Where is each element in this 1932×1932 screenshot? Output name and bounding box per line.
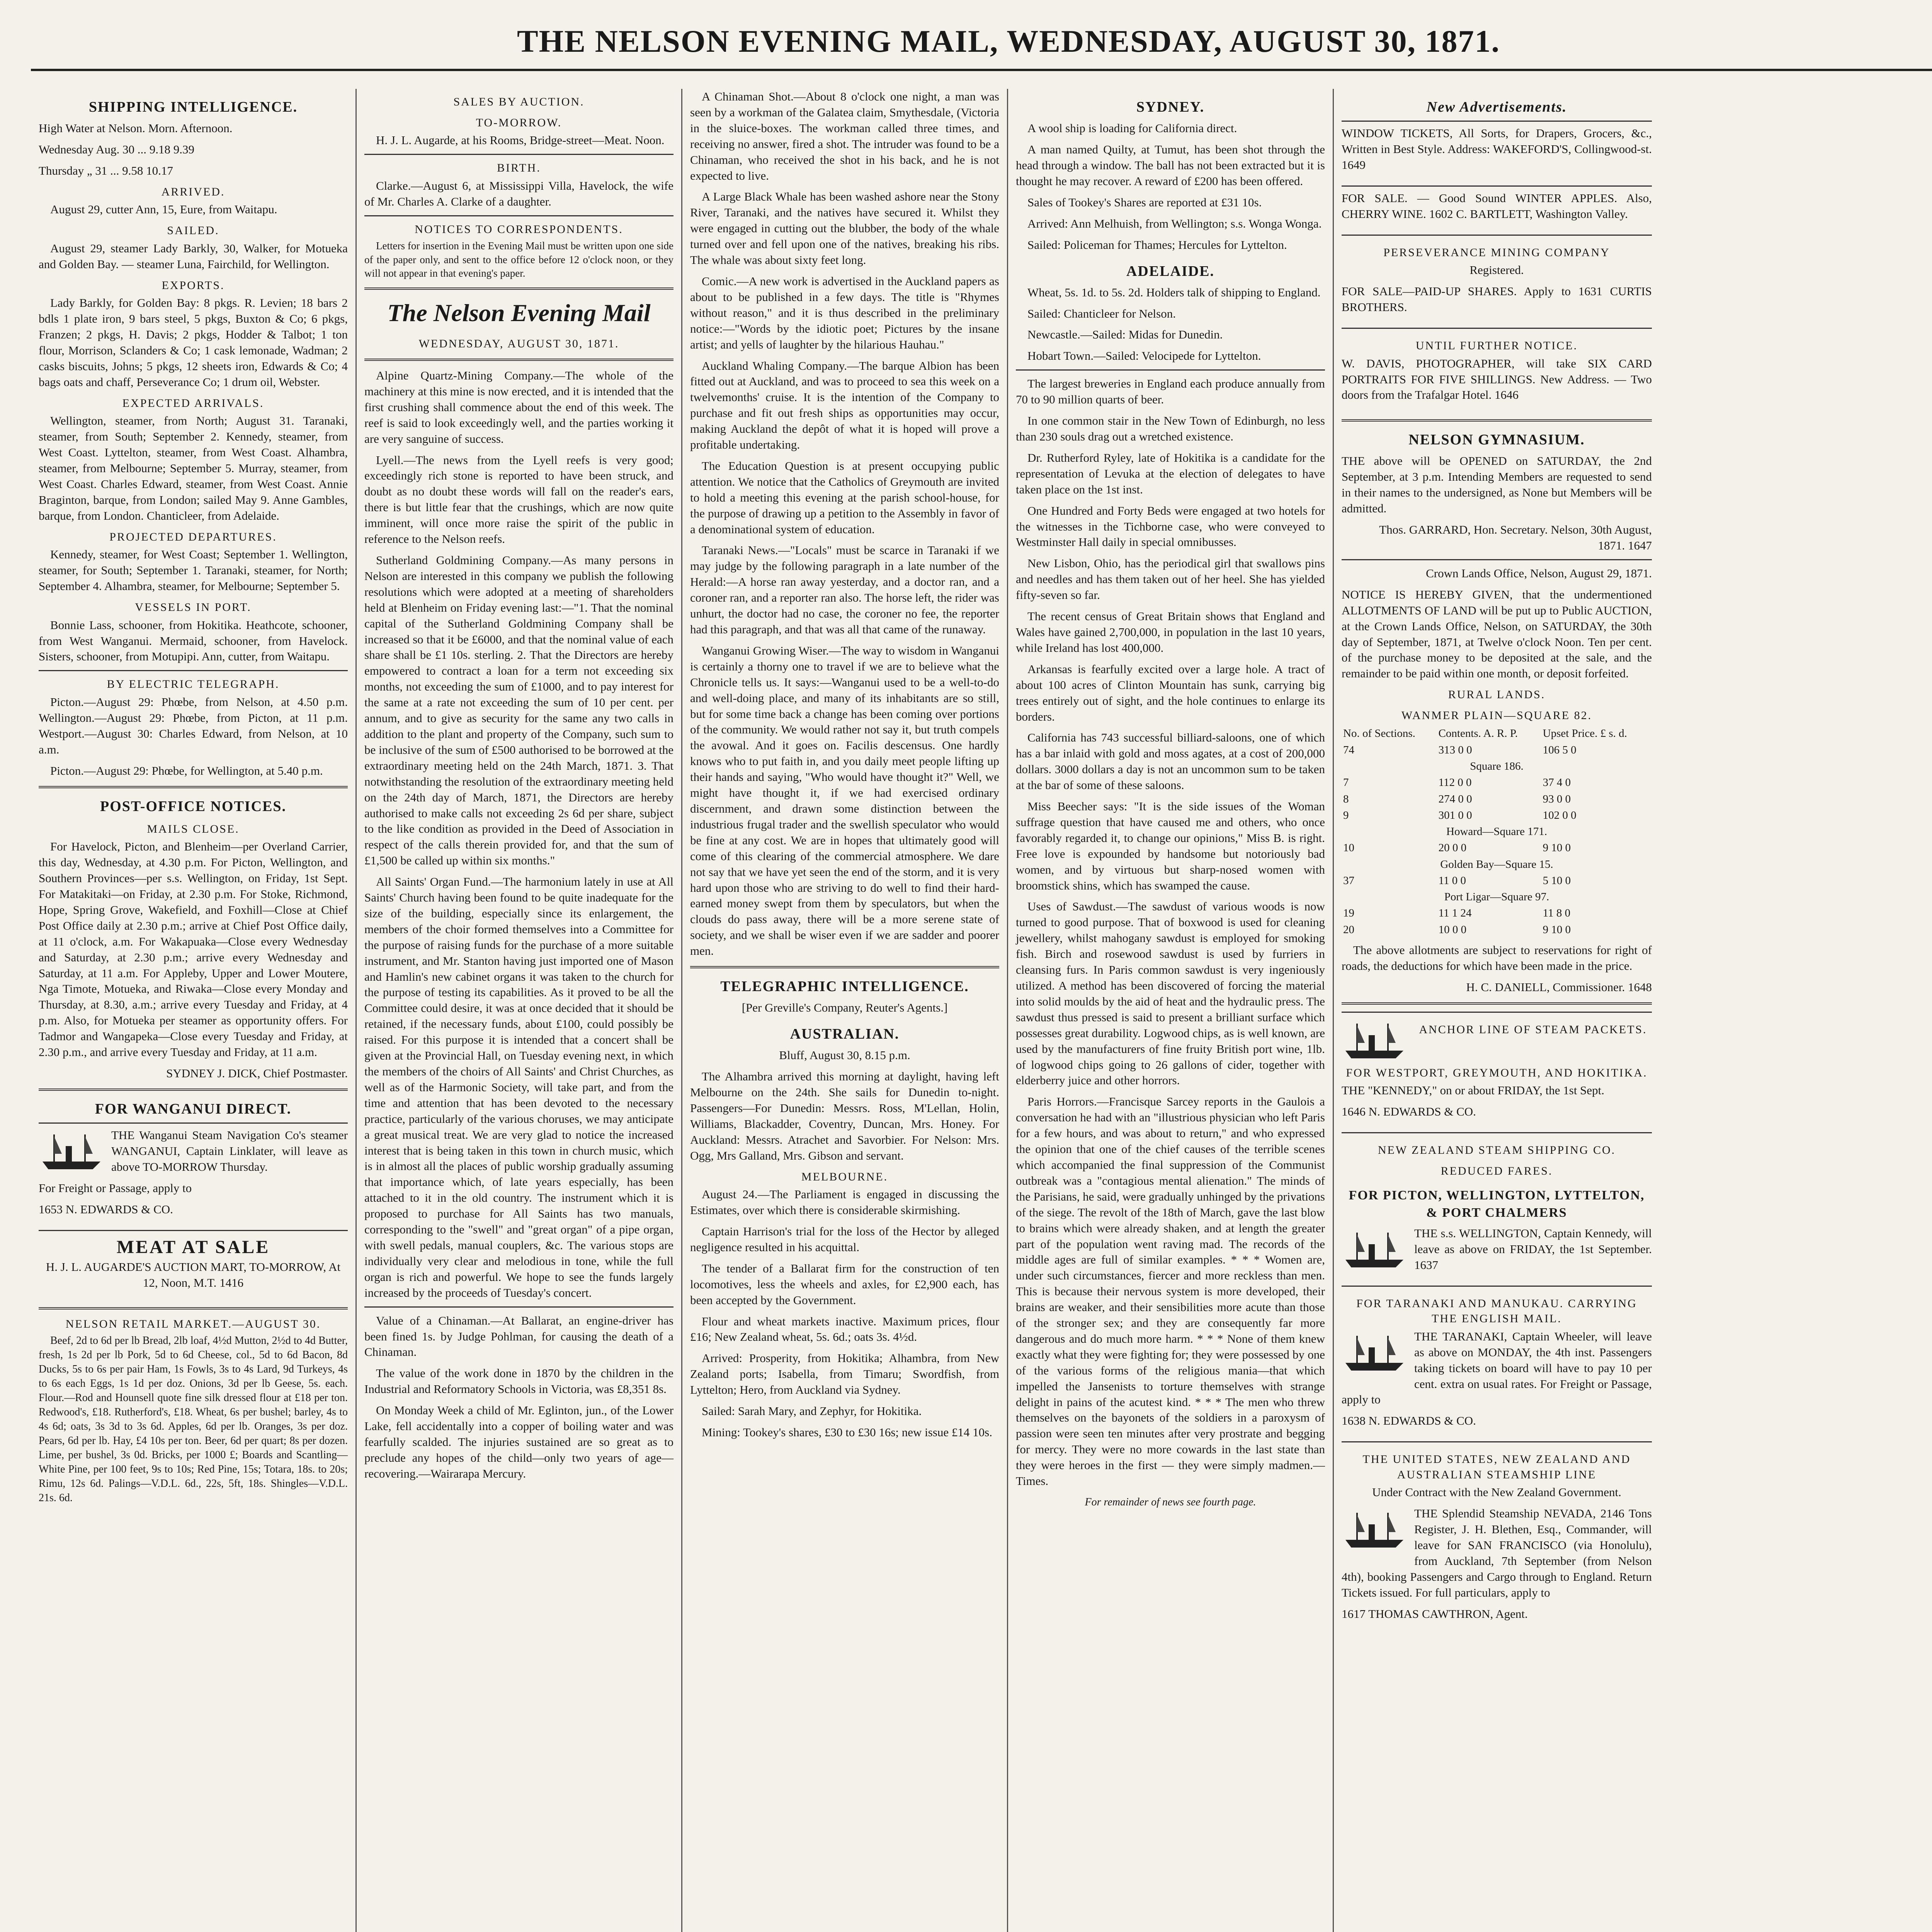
table-row (1342, 774, 1652, 791)
vessels-text: Bonnie Lass, schooner, from Hokitika. Heathcote, schooner, from West Wanganui. Mermaid, schooner, from Havelock. Sisters, schooner, from Motupipi. Ann, cutter, from Waitapu. (39, 618, 348, 663)
wanganui-freight: For Freight or Passage, apply to (39, 1181, 192, 1195)
continued-note: For remainder of news see fourth page. (1085, 1496, 1256, 1508)
article-whale: A Large Black Whale has been washed ashore near the Stony River, Taranaki, and the natives have secured it. Whilst they were engaged in cutting out the blubber, the body of the whale turned over and fell upon one of the natives, breaking his ribs. The whale was about sixty feet long. (690, 190, 999, 267)
item-tichborne: One Hundred and Forty Beds were engaged at two hotels for the witnesses in the Tichborne case, who were conveyed to Westminster Hall daily in special omnibusses. (1016, 503, 1325, 549)
column-5 (1334, 89, 1660, 1932)
newspaper-page (31, 23, 1932, 1932)
crown-lands-notice: NOTICE IS HEREBY GIVEN, that the undermentioned ALLOTMENTS OF LAND will be put up to Public AUCTION, at the Crown Lands Office, Nelson, on SATURDAY, the 30th day of September, 1871, at Twelve o'clock Noon. Ten per cent. of the purchase money to be deposited at the sale, and the remainder to be paid within one month, or deposit forfeited. (1342, 587, 1652, 680)
table-cell: 20 0 0 (1438, 842, 1467, 854)
post-office-heading: POST-OFFICE NOTICES. (100, 798, 287, 815)
meat-sale-ad (39, 1230, 348, 1300)
table-cell: 93 0 0 (1543, 793, 1571, 805)
high-water-wed: Wednesday Aug. 30 ... 9.18 9.39 (39, 143, 195, 156)
anchor-line-heading: ANCHOR LINE OF STEAM PACKETS. (1419, 1023, 1647, 1036)
divider (39, 1307, 348, 1310)
table-cell: 10 0 0 (1438, 923, 1467, 936)
article-schools: The value of the work done in 1870 by the children in the Industrial and Reformatory Schools in Victoria, was £8,351 8s. (364, 1366, 673, 1396)
expected-text: Wellington, steamer, from North; August 31. Taranaki, steamer, from South; September 2. Kennedy, steamer, from West Coast. Lyttelton, steamer, from West Coast. Alhambra, steamer, from Melbourne; September 5. Murray, steamer, from West Coast. Charles Edward, steamer, from West Coast. Annie Braginton, barque, from London; sailed May 9. Anne Gambles, barque, from London. Chanticleer, from Adelaide. (39, 414, 348, 522)
columns (31, 89, 1932, 1932)
tel-flour: Flour and wheat markets inactive. Maximum prices, flour £16; New Zealand wheat, 5s. 6d.; oats 3s. 4½d. (690, 1314, 999, 1344)
table-row (1342, 758, 1652, 774)
article-organ-fund: All Saints' Organ Fund.—The harmonium lately in use at All Saints' Church having been found to be quite inadequate for the size of the building, especially since its enlargement, the members of the choir formed themselves into a Committee for the purpose of raising funds for the purchase of a more suitable instrument, and Mr. Stanton having just imported one of Mason and Hamlin's new cabinet organs it was taken to the church for the purpose of testing its capabilities. As it proved to be all the Committee could desire, it was at once decided that it should be retained, if the necessary funds, about £100, could possibly be raised. For this purpose it is intended that a concert shall be given at the Provincial Hall, on Tuesday evening next, in which the members of the choirs of All Saints' and Christ Churches, as well as of the Harmonic Society, will take part, and from the time and attention that has been devoted to the necessary practice, particularly of the various choruses, we may anticipate a great musical treat. We are very glad to notice the increased interest that is being taken in this town in church music, which is in almost all the places of public worship gradually assuming that importance which, of late years especially, has been attached to it in the old country. The instrument which it is proposed to purchase for All Saints has two manuals, corresponding to the "swell" and "great organ" of a pipe organ, with swell pedals, manual couplers, &c. The various stops are individually very clear and melodious in tone, while the full organ is rich and powerful. We hope to see the funds largely increased by the proceeds of Tuesday's concert. (364, 875, 673, 1299)
table-cell: 8 (1343, 793, 1349, 805)
hobart: Hobart Town.—Sailed: Velocipede for Lyttelton. (1027, 349, 1261, 363)
table-cell: 7 (1343, 776, 1349, 789)
item-sawdust: Uses of Sawdust.—The sawdust of various woods is now turned to good purpose. That of boxwood is used for cleaning jewellery, whilst mahogany sawdust is employed for smoking fish. Birch and rosewood sawdust is used by furriers in cleansing furs. In Paris common sawdust is very ingeniously utilized. A method has been discovered of forcing the material into solid moulds by the aid of heat and the hydraulic press. The sawdust thus pressed is said to present a brilliant surface which possesses great durability. Logwood chips, as is well known, are used by the manufacturers of fine fruity British port wine, 1lb. of logwood chips going to 26 gallons of cider, together with elderberry juice and other horrors. (1016, 900, 1325, 1087)
ad-taranaki (1342, 1286, 1652, 1439)
item-beecher: Miss Beecher says: "It is the side issues of the Woman suffrage question that have caused me and others, who once favorably regarded it, to change our opinions," Miss B. is right. Free love is expounded by handsome but notoriously bad women, and by virtuous but sharp-nosed women with broomstick shins, which has swamped the cause. (1016, 799, 1325, 892)
table-cell: 19 (1343, 907, 1354, 920)
article-comic: Comic.—A new work is advertised in the Auckland papers as about to be published in a few days. The title is "Rhymes without reason," and it is thus described in the preliminary notice:—"Words by the idiotic poet; Pictures by the insane artist; and yells of laughter by the hilarious Hauhau." (690, 274, 999, 351)
nevada-text: THE Splendid Steamship NEVADA, 2146 Tons Register, J. H. Blethen, Esq., Commander, will leave for SAN FRANCISCO (via Honolulu), from Auckland, 7th September (from Nelson 4th), booking Passengers and Cargo through to England. Return Tickets issued. For full particulars, apply to (1342, 1507, 1652, 1599)
steamship-icon (1342, 1229, 1407, 1271)
table-row (1342, 823, 1652, 840)
table-cell: 11 1 24 (1438, 907, 1472, 920)
paper-date: WEDNESDAY, AUGUST 30, 1871. (418, 337, 619, 350)
divider (1342, 1002, 1652, 1005)
ad-apples (1342, 185, 1652, 231)
kennedy-text: THE "KENNEDY," on or about FRIDAY, the 1st Sept. (1342, 1083, 1605, 1097)
table-cell: 37 4 0 (1543, 776, 1571, 789)
nevada-agent: 1617 THOMAS CAWTHRON, Agent. (1342, 1607, 1528, 1621)
rural-signature: H. C. DANIELL, Commissioner. 1648 (1466, 980, 1652, 994)
divider (39, 786, 348, 788)
table-row (1342, 922, 1652, 938)
ad-perseverance (1342, 235, 1652, 325)
ad-anchor-line (1342, 1012, 1652, 1129)
table-cell: 301 0 0 (1438, 809, 1472, 821)
tel-mining: Mining: Tookey's shares, £30 to £30 16s; new issue £14 10s. (702, 1425, 992, 1439)
table-header-cell: No. of Sections. (1343, 727, 1415, 740)
steamship-icon (1342, 1020, 1407, 1062)
divider (364, 154, 673, 155)
sailed-heading: SAILED. (167, 224, 219, 237)
table-cell: Golden Bay—Square 15. (1440, 858, 1553, 871)
expected-heading: EXPECTED ARRIVALS. (122, 396, 264, 410)
divider (1016, 369, 1325, 371)
table-cell: 37 (1343, 874, 1354, 887)
article-taranaki: Taranaki News.—"Locals" must be scarce in Taranaki if we may judge by the following paragraph in a late number of the Herald:—A horse ran away yesterday, and a doctor ran, and a coroner ran, and a reporter ran also. The horse left, the rider was unhurt, the doctor had no case, the coroner no fee, the reporter had this paragraph, and that was all that came of the runaway. (690, 543, 999, 636)
perseverance-text: FOR SALE—PAID-UP SHARES. Apply to 1631 CURTIS BROTHERS. (1342, 284, 1652, 314)
table-row (1342, 872, 1652, 889)
sydney-3: Sales of Tookey's Shares are reported at £31 10s. (1027, 195, 1262, 209)
item-new-lisbon: New Lisbon, Ohio, has the periodical girl that swallows pins and needles and has them taken out of her heel. She has yielded fifty-seven so far. (1016, 556, 1325, 602)
table-cell: 9 (1343, 809, 1349, 821)
divider (690, 966, 999, 968)
table-row (1342, 840, 1652, 856)
column-1 (31, 89, 357, 1932)
table-cell: 20 (1343, 923, 1354, 936)
tel-parliament: August 24.—The Parliament is engaged in discussing the Estimates, over which there is considerable skirmishing. (690, 1187, 999, 1217)
article-chinaman-shot: A Chinaman Shot.—About 8 o'clock one night, a man was seen by a workman of the Galatea claim, Smythesdale, (Victoria in the sluice-boxes. The workman called three times, and receiving no answer, fired a shot. The intruder was found to be a Chinaman, who received the shot in his back, and he is not expected to live. (690, 90, 999, 182)
bluff-dateline: Bluff, August 30, 8.15 p.m. (779, 1048, 910, 1062)
telegraphic-heading: TELEGRAPHIC INTELLIGENCE. (720, 978, 969, 995)
table-cell: 274 0 0 (1438, 793, 1472, 805)
item-arkansas: Arkansas is fearfully excited over a large hole. A tract of about 100 acres of Clinton Mountain has sunk, carrying big trees entirely out of sight, and the hole continues to enlarge its borders. (1016, 662, 1325, 723)
table-cell: 74 (1343, 743, 1354, 756)
taranaki-text: THE TARANAKI, Captain Wheeler, will leave as above on MONDAY, the 4th inst. Passengers taking tickets on board will have to pay 10 per cent. extra on usual rates. For Freight or Passage, apply to (1342, 1329, 1652, 1406)
taranaki-heading: FOR TARANAKI AND MANUKAU. CARRYING THE ENGLISH MAIL. (1356, 1297, 1637, 1325)
article-scalded: On Monday Week a child of Mr. Eglinton, jun., of the Lower Lake, fell accidentally into a copper of boiling water and was fearfully scalded. The injuries sustained are so great as to preclude any hopes of the child—only two years of age—recovering.—Wairarapa Mercury. (364, 1403, 673, 1480)
wanganui-text: THE Wanganui Steam Navigation Co's steamer WANGANUI, Captain Linklater, will leave as above TO-MORROW Thursday. (111, 1128, 348, 1173)
divider (364, 1306, 673, 1308)
table-header-cell: Contents. A. R. P. (1438, 727, 1518, 740)
table-cell: 9 10 0 (1543, 923, 1571, 936)
tel-tender: The tender of a Ballarat firm for the construction of ten locomotives, less the wheels and axles, for £2,900 each, has been accepted by the Government. (690, 1261, 999, 1307)
birth-heading: BIRTH. (497, 162, 541, 175)
tel-alhambra: The Alhambra arrived this morning at daylight, having left Melbourne on the 24th. She sails for Dunedin to-night. Passengers—For Dunedin: Messrs. Ross, M'Lellan, Holin, Williams, Blackadder, Coventry, Duncan, Mrs. Honey. For Auckland: Messrs. Atrachet and Savorbier. For Nelson: Mrs. Ogg, Mrs Galland, Mrs. Gibson and servant. (690, 1070, 999, 1162)
rural-heading: RURAL LANDS. (1448, 688, 1546, 701)
table-cell: 11 8 0 (1543, 907, 1571, 920)
exports-text: Lady Barkly, for Golden Bay: 8 pkgs. R. Levien; 18 bars 2 bdls 1 plate iron, 9 bars steel, 5 pkgs, Buxton & Co; 6 pkgs, Franzen; 2 pkgs, H. Davis; 2 pkgs, Hodder & Talbot; 1 ton flour, Morrison, Sclanders & Co; 1 cask lemonade, Wadman; 2 casks biscuits, Johns; 5 pkgs, 12 sheets iron, Edwards & Co; 4 bags oats and chaff, Perseverance Co; 1 drum oil, Webster. (39, 296, 348, 389)
wanganui-ad (39, 1122, 348, 1227)
table-cell: 112 0 0 (1438, 776, 1472, 789)
tel-harrison: Captain Harrison's trial for the loss of the Hector by alleged negligence resulted in his acquittal. (690, 1225, 999, 1254)
melbourne-heading: MELBOURNE. (801, 1170, 888, 1183)
davis-heading: UNTIL FURTHER NOTICE. (1415, 339, 1578, 352)
adelaide-2: Sailed: Chanticleer for Nelson. (1027, 306, 1176, 320)
shipping-heading: SHIPPING INTELLIGENCE. (88, 99, 298, 115)
telegraph-sailed: Picton.—August 29: Phœbe, for Wellington, at 5.40 p.m. (50, 764, 323, 777)
steamship-icon (1342, 1332, 1407, 1374)
adelaide-heading: ADELAIDE. (1126, 263, 1215, 279)
gymnasium-text: THE above will be OPENED on SATURDAY, the 2nd September, at 3 p.m. Intending Members are requested to send in their names to the undersigned, as None but Members will be admitted. (1342, 454, 1652, 515)
us-line-heading: THE UNITED STATES, NEW ZEALAND AND AUSTRALIAN STEAMSHIP LINE (1362, 1453, 1631, 1481)
gymnasium-signature: Thos. GARRARD, Hon. Secretary. Nelson, 30th August, 1871. 1647 (1379, 523, 1652, 552)
table-cell: 11 0 0 (1438, 874, 1466, 887)
item-census: The recent census of Great Britain shows that England and Wales have gained 2,700,000, in population in the last 10 years, while Ireland has lost 400,000. (1016, 609, 1325, 655)
table-row (1342, 889, 1652, 905)
notices-heading: NOTICES TO CORRESPONDENTS. (415, 223, 623, 236)
article-wanganui: Wanganui Growing Wiser.—The way to wisdom in Wanganui is certainly a thorny one to travel if we are to believe what the Chronicle tells us. It says:—Wanganui used to be a well-to-do and well-doing place, and many of its inhabitants are so still, but for some time back a change has been coming over portions of the community. We would rather not say it, but truth compels the avowal. And it goes on. Facilis descensus. One hardly knows who to put faith in, and you daily meet people lifting up their hands and saying, "Who would have thought it?" Well, we might have thought it, if we had exercised ordinary discernment, and drawn some distinction between the industrious frugal trader and the swellish speculator who would be fine at any cost. We are in hopes that ultimately good will come of this clearing of the commercial atmosphere. We dare not say that we have yet seen the end of the storm, and it is very hard upon those who are striving to do well to find their hard-earned money swept from them by speculators, but when the clouds do pass away, there will be a more serene state of society, and we shall be wiser even if we are sadder and poorer men. (690, 643, 999, 958)
table-cell: 313 0 0 (1438, 743, 1472, 756)
new-ads-heading: New Advertisements. (1426, 99, 1567, 115)
sydney-2: A man named Quilty, at Tumut, has been shot through the head through a window. The ball has not been extracted but it is thought he may recover. A reward of £200 has been offered. (1016, 143, 1325, 188)
sydney-4: Arrived: Ann Melhuish, from Wellington; s.s. Wonga Wonga. (1027, 216, 1322, 230)
perseverance-sub: Registered. (1469, 263, 1524, 277)
ad-davis (1342, 328, 1652, 412)
telegraphic-subheading: [Per Greville's Company, Reuter's Agents.] (742, 1001, 948, 1015)
mails-heading: MAILS CLOSE. (147, 822, 240, 835)
table-row (1342, 807, 1652, 823)
arrived-text: August 29, cutter Ann, 15, Eure, from Waitapu. (50, 202, 277, 216)
divider (364, 359, 673, 361)
auction-subheading: TO-MORROW. (476, 116, 562, 129)
divider (364, 215, 673, 216)
exports-heading: EXPORTS. (162, 279, 225, 292)
us-line-sub: Under Contract with the New Zealand Government. (1372, 1485, 1621, 1499)
article-alpine: Alpine Quartz-Mining Company.—The whole of the machinery at this mine is now erected, and it is intended that the first crushing shall commence about the end of this week. The reef is said to look exceedingly well, and the parties working it are very sanguine of success. (364, 369, 673, 446)
gymnasium-heading: NELSON GYMNASIUM. (1408, 432, 1585, 448)
ad-nevada (1342, 1441, 1652, 1631)
table-cell: 5 10 0 (1543, 874, 1571, 887)
table-cell: 9 10 0 (1543, 842, 1571, 854)
divider (39, 1088, 348, 1091)
table-cell: Port Ligar—Square 97. (1444, 891, 1549, 903)
table-header-cell: Upset Price. £ s. d. (1543, 727, 1627, 740)
high-water-thu: Thursday „ 31 ... 9.58 10.17 (39, 163, 173, 177)
newcastle: Newcastle.—Sailed: Midas for Dunedin. (1027, 328, 1223, 342)
ad-apples-text: FOR SALE. — Good Sound WINTER APPLES. Also, CHERRY WINE. 1602 C. BARTLETT, Washington Valley. (1342, 191, 1652, 221)
postmaster-signature: SYDNEY J. DICK, Chief Postmaster. (166, 1066, 348, 1080)
taranaki-agent: 1638 N. EDWARDS & CO. (1342, 1414, 1476, 1428)
perseverance-heading: PERSEVERANCE MINING COMPANY (1383, 246, 1610, 259)
sydney-heading: SYDNEY. (1136, 99, 1205, 115)
masthead: THE NELSON EVENING MAIL, WEDNESDAY, AUGUST 30, 1871. (31, 23, 1932, 71)
article-whaling: Auckland Whaling Company.—The barque Albion has been fitted out at Auckland, and was to proceed to sea this week on a twelvemonths' cruise. It is the intention of the Company to purchase and fit out fresh ships as opportunities may occur, making Auckland the depôt of what it is hoped will prove a profitable undertaking. (690, 359, 999, 452)
rural-subheading: WANMER PLAIN—SQUARE 82. (1401, 709, 1592, 722)
item-paris-horrors: Paris Horrors.—Francisque Sarcey reports in the Gaulois a conversation he had with an "illustrious physician who left Paris for a few hours, and was about to return," and who expressed the opinion that one of the chief causes of the terrible scenes which accompanied the final suppression of the Communist outbreak was a "contagious mental alienation." The minds of the Parisians, he said, were gradually unhinged by the privations of the siege. The revolt of the 18th of March, gave the last blow to brains which were already shaken, and at length the greater part of the population went raving mad. The records of the middle ages are full of similar examples. * * * Women are, under such circumstances, fiercer and more reckless than men. This is because their nervous system is more developed, their brains are weaker, and their sensibilities more acute than those of the stronger sex; and they are consequently far more dangerous and do much more harm. * * * None of them knew exactly what they were fighting for; they were possessed by one of the various forms of the religious mania—that which impelled the Jansenists to torture themselves with strange delight in pains of the acutest kind. * * * The men who threw themselves on the bayonets of the soldiers in a paroxysm of passion were seen ten minutes after very prostrate and begging for mercy. They were no more cowards in the last state than they were heroes in the first — they were simply madmen.—Times. (1016, 1095, 1325, 1488)
table-cell: 106 5 0 (1543, 743, 1577, 756)
meat-sale-heading: MEAT AT SALE (116, 1236, 270, 1257)
paper-logo: The Nelson Evening Mail (387, 299, 651, 327)
adelaide-1: Wheat, 5s. 1d. to 5s. 2d. Holders talk of shipping to England. (1027, 285, 1321, 299)
steamship-icon (39, 1131, 104, 1173)
article-chinaman-value: Value of a Chinaman.—At Ballarat, an engine-driver has been fined 1s. by Judge Pohlman, for causing the death of a Chinaman. (364, 1313, 673, 1359)
table-cell: 102 0 0 (1543, 809, 1577, 821)
market-heading: NELSON RETAIL MARKET.—AUGUST 30. (65, 1317, 321, 1330)
column-3 (682, 89, 1008, 1932)
sydney-1: A wool ship is loading for California direct. (1027, 121, 1237, 135)
divider (1342, 559, 1652, 560)
sydney-5: Sailed: Policeman for Thames; Hercules for Lyttelton. (1027, 238, 1287, 252)
sailed-text: August 29, steamer Lady Barkly, 30, Walker, for Motueka and Golden Bay. — steamer Luna, Fairchild, for Wellington. (39, 241, 348, 271)
divider (39, 670, 348, 671)
article-sutherland: Sutherland Goldmining Company.—As many persons in Nelson are interested in this company we publish the following resolutions which were adopted at a meeting of shareholders held at Blenheim on Friday evening last:—"1. That the nominal capital of the Sutherland Goldmining Company shall be increased so that it be £6000, and that the nominal value of each share shall be £1 10s. sterling. 2. That the Directors are hereby empowered to contract a loan for a term not exceeding six months, not exceeding the sum of £1000, and to pay interest for the same at a rate not exceeding the sum of 10 per cent. per annum, and to give as security for the same any two calls in addition to the plant and property of the Company, such sum to be inclusive of the sum of £500 authorised to be borrowed at the extraordinary meeting held on the 24th March, 1871. 3. That notwithstanding the resolution of the extraordinary meeting held on the 24th day of March, 1871, the Directors are hereby authorised to make calls not exceeding 2s 6d per share, subject to the like condition as provided in the Deed of Association in respect of the calls therein provided for, and that the sum of £1,500 be called up within six months." (364, 553, 673, 867)
davis-text: W. DAVIS, PHOTOGRAPHER, will take SIX CARD PORTRAITS FOR FIVE SHILLINGS. New Address. — Two doors from the Trafalgar Hotel. 1646 (1342, 356, 1652, 402)
table-cell: 10 (1343, 842, 1354, 854)
item-california: California has 743 successful billiard-saloons, one of which has a bar inlaid with gold and moss agates, at a cost of 200,000 dollars. 3000 dollars a day is not an uncommon sum to be taken at the bar of some of these saloons. (1016, 731, 1325, 792)
table-cell: Square 186. (1470, 760, 1524, 772)
meat-sale-text: H. J. L. AUGARDE'S AUCTION MART, TO-MORROW, At 12, Noon, M.T. 1416 (46, 1260, 341, 1289)
birth-text: Clarke.—August 6, at Mississippi Villa, Havelock, the wife of Mr. Charles A. Clarke of a daughter. (364, 179, 673, 208)
high-water: High Water at Nelson. Morn. Afternoon. (39, 121, 233, 135)
market-text: Beef, 2d to 6d per lb Bread, 2lb loaf, 4½d Mutton, 2½d to 4d Butter, fresh, 1s 2d per lb Pork, 5d to 6d Cheese, col., 5d to 6d Bacon, 8d Ducks, 5s to 6s per pair Ham, 1s Fowls, 3s to 4s Lard, 9d Turkeys, 4s to 6s each Eggs, 1s 1d per doz. Onions, 3d per lb Geese, 5s. each. Flour.—Rod and Hounsell quote fine silk dressed flour at £18 per ton. Redwood's, £18. Rutherford's, £18. Wheat, 6s per bushel; barley, 4s to 4s 6d; oats, 3s 3d to 3s 6d. Apples, 6d per lb. Oranges, 3s per doz. Pears, 6d per lb. Hay, £4 10s per ton. Beer, 6d per quart; 8s per dozen. Lime, per bushel, 3s 0d. Bricks, per 1000 £; Boards and Scantling—White Pine, per 100 feet, 9s to 10s; Red Pine, 15s; Totara, 18s. to 20s; Rimu, 12s 6d. Palings—V.D.L. 6d., 22s, 5ft, 18s. Shingles—V.D.L. 21s. 6d. (39, 1335, 348, 1504)
wellington-text: THE s.s. WELLINGTON, Captain Kennedy, will leave as above on FRIDAY, the 1st September. 1637 (1414, 1226, 1652, 1272)
ad-nzssc (1342, 1132, 1652, 1282)
article-education: The Education Question is at present occupying public attention. We notice that the Catholics of Greymouth are invited to hold a meeting this evening at the parish school-house, for the purpose of drawing up a petition to the Assembly in favor of a denominational system of education. (690, 459, 999, 536)
ad-window-tickets-text: WINDOW TICKETS, All Sorts, for Drapers, Grocers, &c., Written in Best Style. Address: WAKEFORD'S, Collingwood-st. 1649 (1342, 126, 1652, 172)
auction-heading: SALES BY AUCTION. (453, 95, 585, 108)
column-2 (357, 89, 682, 1932)
item-edinburgh: In one common stair in the New Town of Edinburgh, no less than 230 souls drag out a wretched existence. (1016, 414, 1325, 443)
nzssc-heading: NEW ZEALAND STEAM SHIPPING CO. (1378, 1144, 1616, 1157)
mails-text: For Havelock, Picton, and Blenheim—per Overland Carrier, this day, Wednesday, at 4.30 p.m. For Picton, Wellington, and Southern Provinces—per s.s. Wellington, on Friday, 1st Sept. For Matakitaki—on Friday, at 2.30 p.m. For Stoke, Richmond, Hope, Spring Grove, Wakefield, and Foxhill—Close at Chief Post Office daily at 2.30 p.m.; arrive at Chief Post Office daily, at 11 o'clock, a.m. For Wakapuaka—Close every Wednesday and Saturday, at 2.30 p.m.; arrive every Wednesday and Saturday, at 11 a.m. For Appleby, Upper and Lower Moutere, Nga Timote, Motueka, and Riwaka—Close every Monday and Thursday, at 8.30, a.m.; arrive every Tuesday and Friday, at 4 p.m. Also, for Motueka per steamer as opportunity offers. For Tadmor and Wangapeka—Close every Tuesday and Friday, at 2.30 p.m., and arrive every Tuesday and Friday, at 11 a.m. (39, 840, 348, 1059)
table-row (1342, 742, 1652, 758)
picton-heading: FOR PICTON, WELLINGTON, LYTTELTON, & PORT CHALMERS (1349, 1188, 1645, 1220)
crown-lands-dateline: Crown Lands Office, Nelson, August 29, 1871. (1426, 566, 1652, 580)
telegraph-heading: BY ELECTRIC TELEGRAPH. (107, 678, 280, 691)
article-lyell: Lyell.—The news from the Lyell reefs is very good; exceedingly rich stone is reported to have been struck, and doubt as no doubt these words will fall on the reader's ears, there is but little fear that the crushings, which are now quite imminent, will once more raise the spirit of the public in reference to the Nelson reefs. (364, 453, 673, 546)
arrived-heading: ARRIVED. (161, 185, 225, 198)
steamship-icon (1342, 1509, 1407, 1551)
tel-arrived: Arrived: Prosperity, from Hokitika; Alhambra, from New Zealand ports; Isabella, from Timaru; Swordfish, from Lyttelton; Hero, from Auckland via Sydney. (690, 1351, 999, 1397)
reduced-fares: REDUCED FARES. (1440, 1164, 1553, 1177)
divider (364, 287, 673, 290)
table-row (1342, 905, 1652, 921)
vessels-heading: VESSELS IN PORT. (135, 601, 252, 614)
projected-text: Kennedy, steamer, for West Coast; September 1. Wellington, steamer, for South; September 1. Taranaki, steamer, for North; September 4. Alhambra, steamer, for Melbourne; September 5. (39, 548, 348, 593)
tel-sailed: Sailed: Sarah Mary, and Zephyr, for Hokitika. (702, 1404, 922, 1418)
item-ryley: Dr. Rutherford Ryley, late of Hokitika is a candidate for the representation of Levuka at the election of delegates to have taken place on the 1st inst. (1016, 451, 1325, 496)
wanganui-heading: FOR WANGANUI DIRECT. (95, 1100, 292, 1117)
wanganui-agent: 1653 N. EDWARDS & CO. (39, 1202, 173, 1216)
item-breweries: The largest breweries in England each produce annually from 70 to 90 million quarts of beer. (1016, 377, 1325, 406)
australian-heading: AUSTRALIAN. (790, 1026, 900, 1043)
column-4 (1008, 89, 1334, 1932)
divider (1342, 419, 1652, 422)
table-row (1342, 856, 1652, 872)
kennedy-agent: 1646 N. EDWARDS & CO. (1342, 1105, 1476, 1119)
table-cell: Howard—Square 171. (1446, 825, 1547, 838)
auction-text: H. J. L. Augarde, at his Rooms, Bridge-street—Meat. Noon. (376, 133, 665, 147)
projected-heading: PROJECTED DEPARTURES. (109, 530, 277, 543)
table-row (1342, 791, 1652, 807)
table-header (1342, 725, 1652, 742)
westport-heading: FOR WESTPORT, GREYMOUTH, AND HOKITIKA. (1346, 1066, 1648, 1079)
notices-text: Letters for insertion in the Evening Mail must be written upon one side of the paper only, and sent to the office before 12 o'clock noon, or they will not appear in that evening's paper. (364, 240, 673, 279)
ad-window-tickets (1342, 121, 1652, 182)
rural-note: The above allotments are subject to reservations for right of roads, the deductions for which have been made in the price. (1342, 943, 1652, 973)
telegraph-arrived: Picton.—August 29: Phœbe, from Nelson, at 4.50 p.m. Wellington.—August 29: Phœbe, from Picton, at 11 p.m. Westport.—August 30: Charles Edward, from Nelson, at 10 a.m. (39, 695, 348, 756)
rural-lands-table (1342, 725, 1652, 937)
